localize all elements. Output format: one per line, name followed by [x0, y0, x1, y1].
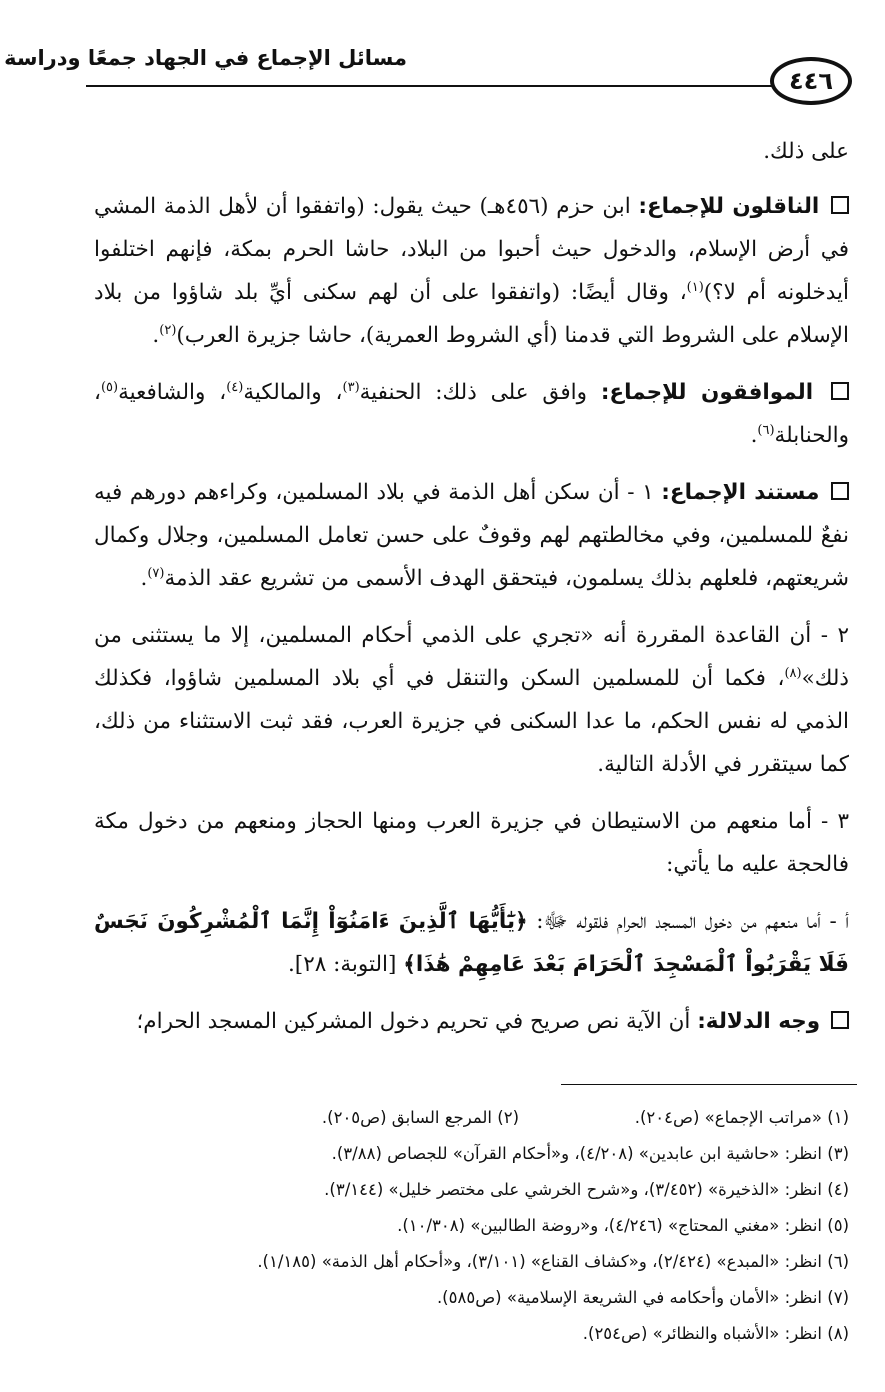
footnote-ref: (٣)	[342, 379, 360, 395]
footnote-ref: (١)	[686, 279, 704, 295]
paragraph-continuation: على ذلك.	[763, 139, 849, 164]
page-number	[770, 57, 852, 105]
paragraph-transmitters: الناقلون للإجماع: ابن حزم (٤٥٦هـ) حيث يقول: (واتفقوا أن لأهل الذمة المشي في أرض الإسلام، والدخول حيث أحبوا من البلاد، حاشا الحرم بمكة، فإنهم اختلفوا أيدخلونه أم لا؟)$^{(١)}$، وقال أيضًا: (واتفقوا على أن لهم سكنى أيِّ بلد شاؤوا من بلاد الإسلام على الشروط التي قدمنا (أي الشروط العمرية)، حاشا جزيرة العرب)$^{(٢)}$.	[94, 194, 849, 348]
paragraph-basis: مستند الإجماع: ١ - أن سكن أهل الذمة في بلاد المسلمين، وكراءهم دورهم فيه نفعٌ للمسلمين، وفي مخالطتهم لهم وقوفٌ على حسن تعامل المسلمين، وجلال وكمال شريعتهم، فلعلهم بذلك يسلمون، فيتحقق الهدف الأسمى من تشريع عقد الذمة$^{(٧)}$.	[94, 480, 849, 591]
paragraph-quran: أ - أما منعهم من دخول المسجد الحرام فلقوله ﷻ: ﴿يَٰٓأَيُّهَا ٱلَّذِينَ ءَامَنُوٓاْ إِنَّمَا ٱلْمُشْرِكُونَ نَجَسٌ فَلَا يَقْرَبُواْ ٱلْمَسْجِدَ ٱلْحَرَامَ بَعْدَ عَامِهِمْ هَٰذَا﴾ [التوبة: ٢٨].	[94, 909, 849, 977]
verse-reference: [التوبة: ٢٨].	[287, 952, 404, 977]
main-text	[94, 130, 849, 1057]
footnote-ref: (٨)	[784, 665, 802, 681]
footnote-7: (٧) انظر: «الأمان وأحكامه في الشريعة الإسلامية» (ص٥٨٥).	[436, 1288, 849, 1307]
header-rule	[86, 85, 776, 87]
running-title: مسائل الإجماع في الجهاد جمعًا ودراسة	[4, 46, 407, 70]
section-term: الموافقون للإجماع:	[600, 380, 814, 405]
checkbox-square-icon	[831, 1011, 849, 1029]
footnote-row	[80, 1100, 849, 1136]
footnote-ref: (٢)	[159, 322, 177, 338]
page-number-text: ٤٤٦	[789, 67, 833, 95]
footnote-1: (١) «مراتب الإجماع» (ص٢٠٤).	[634, 1108, 849, 1127]
section-term: الناقلون للإجماع:	[638, 194, 820, 219]
checkbox-square-icon	[831, 382, 849, 400]
footnote-ref: (٥)	[100, 379, 119, 395]
section-term: مستند الإجماع:	[661, 480, 820, 505]
paragraph-rule: ٢ - أن القاعدة المقررة أنه «تجري على الذمي أحكام المسلمين، إلا ما يستثنى من ذلك»$^{(٨)}$، فكما أن للمسلمين السكن والتنقل في أي بلاد المسلمين شاؤوا، فكذلك الذمي له نفس الحكم، ما عدا السكنى في جزيرة العرب، فقد ثبت الاستثناء من ذلك، كما سيتقرر في الأدلة التالية.	[94, 623, 849, 777]
footnote-ref: (٦)	[757, 422, 775, 438]
footnote-2: (٢) المرجع السابق (ص٢٠٥).	[321, 1108, 519, 1127]
footnote-ref: (٧)	[147, 565, 165, 581]
section-term: وجه الدلالة:	[697, 1009, 821, 1034]
quran-verse: ﴿يَٰٓأَيُّهَا ٱلَّذِينَ ءَامَنُوٓاْ إِنَّمَا ٱلْمُشْرِكُونَ نَجَسٌ فَلَا يَقْرَبُواْ ٱلْمَسْجِدَ ٱلْحَرَامَ بَعْدَ عَامِهِمْ هَٰذَا﴾	[94, 909, 849, 977]
footnote-3: (٣) انظر: «حاشية ابن عابدين» (٤/٢٠٨)، و«أحكام القرآن» للجصاص (٣/٨٨).	[331, 1144, 849, 1163]
footnote-5: (٥) انظر: «مغني المحتاج» (٤/٢٤٦)، و«روضة الطالبين» (١٠/٣٠٨).	[397, 1216, 849, 1235]
footnote-4: (٤) انظر: «الذخيرة» (٣/٤٥٢)، و«شرح الخرشي على مختصر خليل» (٣/١٤٤).	[324, 1180, 849, 1199]
checkbox-square-icon	[831, 482, 849, 500]
footnote-8: (٨) انظر: «الأشباه والنظائر» (ص٢٥٤).	[582, 1324, 849, 1343]
checkbox-square-icon	[831, 196, 849, 214]
paragraph-indication: وجه الدلالة: أن الآية نص صريح في تحريم دخول المشركين المسجد الحرام؛	[94, 1000, 849, 1043]
paragraph-evidence: ٣ - أما منعهم من الاستيطان في جزيرة العرب ومنها الحجاز ومنعهم من دخول مكة فالحجة عليه ما يأتي:	[94, 809, 849, 877]
footnote-separator	[561, 1084, 857, 1085]
paragraph-agreeing: الموافقون للإجماع: وافق على ذلك: الحنفية$^{(٣)}$، والمالكية$^{(٤)}$، والشافعية$^{(٥)}$، والحنابلة$^{(٦)}$.	[94, 379, 849, 448]
footnote-6: (٦) انظر: «المبدع» (٢/٤٢٤)، و«كشاف القناع» (٣/١٠١)، و«أحكام أهل الذمة» (١/١٨٥).	[257, 1252, 849, 1271]
footnotes	[80, 1100, 849, 1352]
footnote-ref: (٤)	[226, 379, 244, 395]
